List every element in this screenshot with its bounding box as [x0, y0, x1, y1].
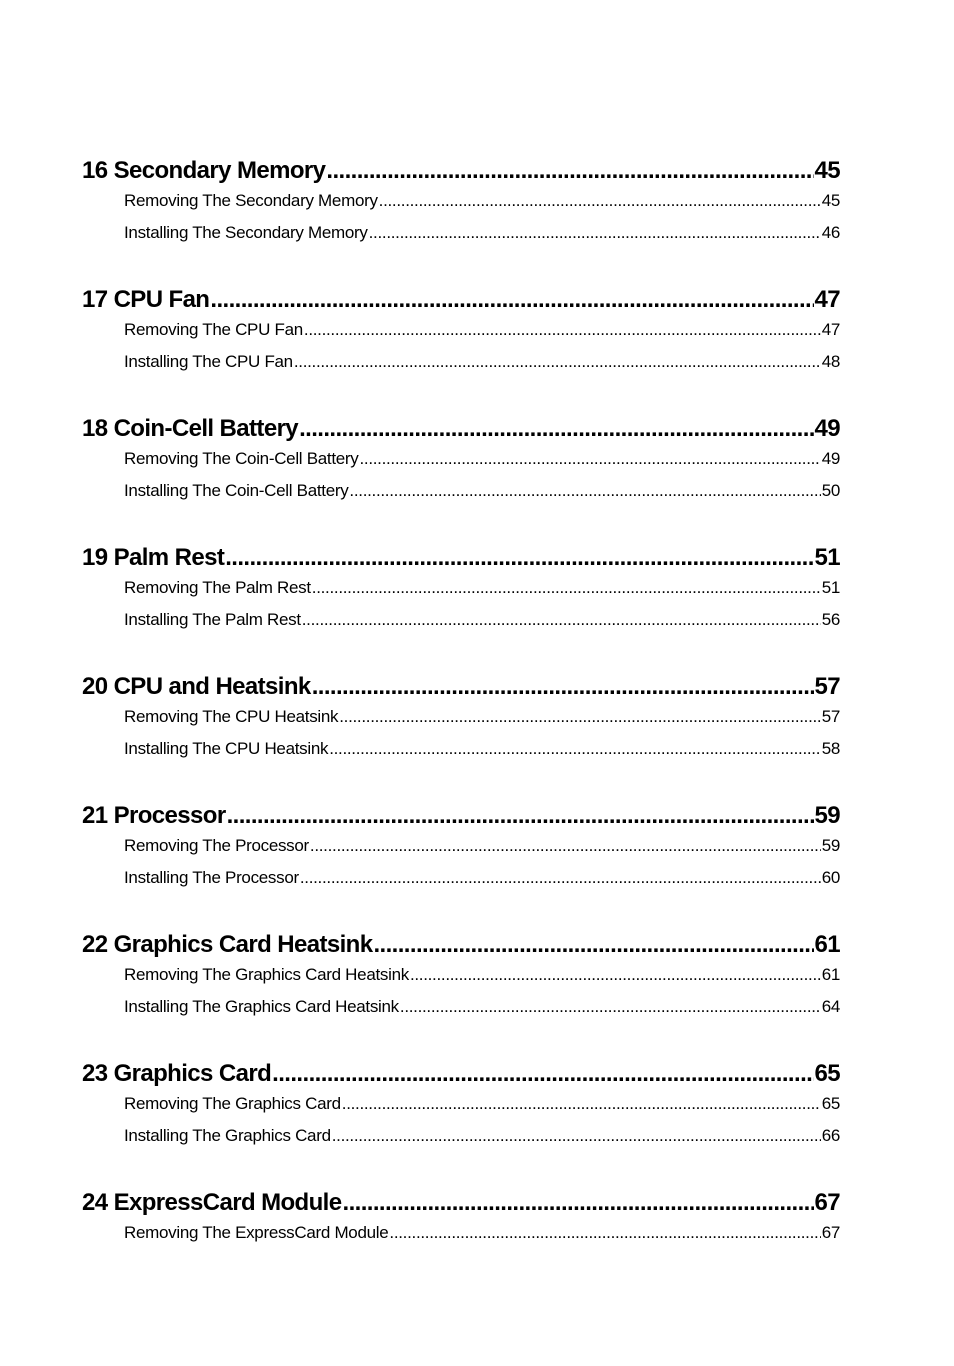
dot-leader: [312, 578, 821, 598]
toc-chapter: [82, 802, 840, 900]
dot-leader: [225, 544, 813, 572]
section-title: Installing The Secondary Memory: [124, 223, 368, 242]
dot-leader: [379, 191, 821, 211]
section-title: Removing The Secondary Memory: [124, 191, 378, 210]
table-of-contents: [82, 157, 840, 1286]
section-title: Installing The Palm Rest: [124, 610, 301, 629]
chapter-title: 16 Secondary Memory: [82, 157, 326, 184]
section-entry[interactable]: [124, 223, 840, 255]
chapter-entry[interactable]: [82, 286, 840, 320]
section-title: Removing The CPU Fan: [124, 320, 303, 339]
section-entry[interactable]: [124, 739, 840, 771]
section-page-number: 49: [821, 449, 840, 468]
section-entry[interactable]: [124, 610, 840, 642]
dot-leader: [329, 739, 821, 759]
section-page-number: 57: [821, 707, 840, 726]
chapter-page-number: 65: [814, 1060, 840, 1087]
dot-leader: [304, 320, 821, 340]
section-page-number: 50: [821, 481, 840, 500]
section-entry[interactable]: [124, 1094, 840, 1126]
dot-leader: [299, 415, 813, 443]
chapter-entry[interactable]: [82, 415, 840, 449]
section-entry[interactable]: [124, 481, 840, 513]
toc-chapter: [82, 931, 840, 1029]
dot-leader: [373, 931, 813, 959]
section-page-number: 67: [821, 1223, 840, 1242]
dot-leader: [310, 836, 821, 856]
dot-leader: [210, 286, 813, 314]
chapter-title: 23 Graphics Card: [82, 1060, 272, 1087]
section-page-number: 61: [821, 965, 840, 984]
dot-leader: [359, 449, 820, 469]
section-page-number: 47: [821, 320, 840, 339]
section-title: Removing The Graphics Card Heatsink: [124, 965, 409, 984]
chapter-title: 21 Processor: [82, 802, 226, 829]
chapter-entry[interactable]: [82, 802, 840, 836]
chapter-page-number: 45: [814, 157, 840, 184]
dot-leader: [343, 1189, 814, 1217]
chapter-page-number: 67: [814, 1189, 840, 1216]
toc-chapter: [82, 286, 840, 384]
section-entry[interactable]: [124, 578, 840, 610]
chapter-page-number: 49: [814, 415, 840, 442]
chapter-page-number: 47: [814, 286, 840, 313]
section-title: Installing The Graphics Card Heatsink: [124, 997, 399, 1016]
chapter-title: 20 CPU and Heatsink: [82, 673, 311, 700]
section-page-number: 66: [821, 1126, 840, 1145]
section-entry[interactable]: [124, 449, 840, 481]
section-page-number: 56: [821, 610, 840, 629]
section-title: Installing The Processor: [124, 868, 299, 887]
section-entry[interactable]: [124, 836, 840, 868]
section-page-number: 59: [821, 836, 840, 855]
dot-leader: [302, 610, 821, 630]
chapter-title: 17 CPU Fan: [82, 286, 210, 313]
dot-leader: [410, 965, 821, 985]
chapter-entry[interactable]: [82, 544, 840, 578]
dot-leader: [300, 868, 821, 888]
chapter-page-number: 61: [814, 931, 840, 958]
section-entry[interactable]: [124, 965, 840, 997]
section-title: Removing The CPU Heatsink: [124, 707, 339, 726]
chapter-page-number: 59: [814, 802, 840, 829]
chapter-page-number: 51: [814, 544, 840, 571]
section-page-number: 60: [821, 868, 840, 887]
section-page-number: 65: [821, 1094, 840, 1113]
dot-leader: [369, 223, 821, 243]
toc-chapter: [82, 157, 840, 255]
section-title: Removing The Graphics Card: [124, 1094, 341, 1113]
dot-leader: [349, 481, 820, 501]
dot-leader: [400, 997, 821, 1017]
toc-chapter: [82, 673, 840, 771]
section-title: Removing The ExpressCard Module: [124, 1223, 389, 1242]
section-page-number: 45: [821, 191, 840, 210]
section-page-number: 64: [821, 997, 840, 1016]
dot-leader: [332, 1126, 821, 1146]
dot-leader: [389, 1223, 820, 1243]
dot-leader: [227, 802, 814, 830]
section-entry[interactable]: [124, 997, 840, 1029]
dot-leader: [326, 157, 813, 185]
chapter-entry[interactable]: [82, 1060, 840, 1094]
toc-chapter: [82, 1189, 840, 1255]
dot-leader: [272, 1060, 813, 1088]
toc-chapter: [82, 1060, 840, 1158]
dot-leader: [339, 707, 820, 727]
chapter-title: 22 Graphics Card Heatsink: [82, 931, 373, 958]
section-title: Installing The Coin-Cell Battery: [124, 481, 349, 500]
chapter-title: 19 Palm Rest: [82, 544, 225, 571]
chapter-title: 18 Coin-Cell Battery: [82, 415, 299, 442]
section-entry[interactable]: [124, 707, 840, 739]
section-entry[interactable]: [124, 352, 840, 384]
dot-leader: [342, 1094, 821, 1114]
section-entry[interactable]: [124, 1223, 840, 1255]
section-entry[interactable]: [124, 1126, 840, 1158]
section-title: Removing The Palm Rest: [124, 578, 311, 597]
dot-leader: [294, 352, 821, 372]
section-title: Installing The Graphics Card: [124, 1126, 331, 1145]
toc-chapter: [82, 544, 840, 642]
toc-chapter: [82, 415, 840, 513]
dot-leader: [312, 673, 814, 701]
section-title: Installing The CPU Fan: [124, 352, 293, 371]
chapter-entry[interactable]: [82, 673, 840, 707]
section-page-number: 58: [821, 739, 840, 758]
section-title: Removing The Coin-Cell Battery: [124, 449, 359, 468]
section-title: Installing The CPU Heatsink: [124, 739, 329, 758]
chapter-title: 24 ExpressCard Module: [82, 1189, 342, 1216]
section-entry[interactable]: [124, 868, 840, 900]
section-page-number: 48: [821, 352, 840, 371]
section-page-number: 51: [821, 578, 840, 597]
section-title: Removing The Processor: [124, 836, 309, 855]
chapter-entry[interactable]: [82, 1189, 840, 1223]
chapter-page-number: 57: [814, 673, 840, 700]
section-entry[interactable]: [124, 320, 840, 352]
chapter-entry[interactable]: [82, 157, 840, 191]
section-page-number: 46: [821, 223, 840, 242]
chapter-entry[interactable]: [82, 931, 840, 965]
section-entry[interactable]: [124, 191, 840, 223]
